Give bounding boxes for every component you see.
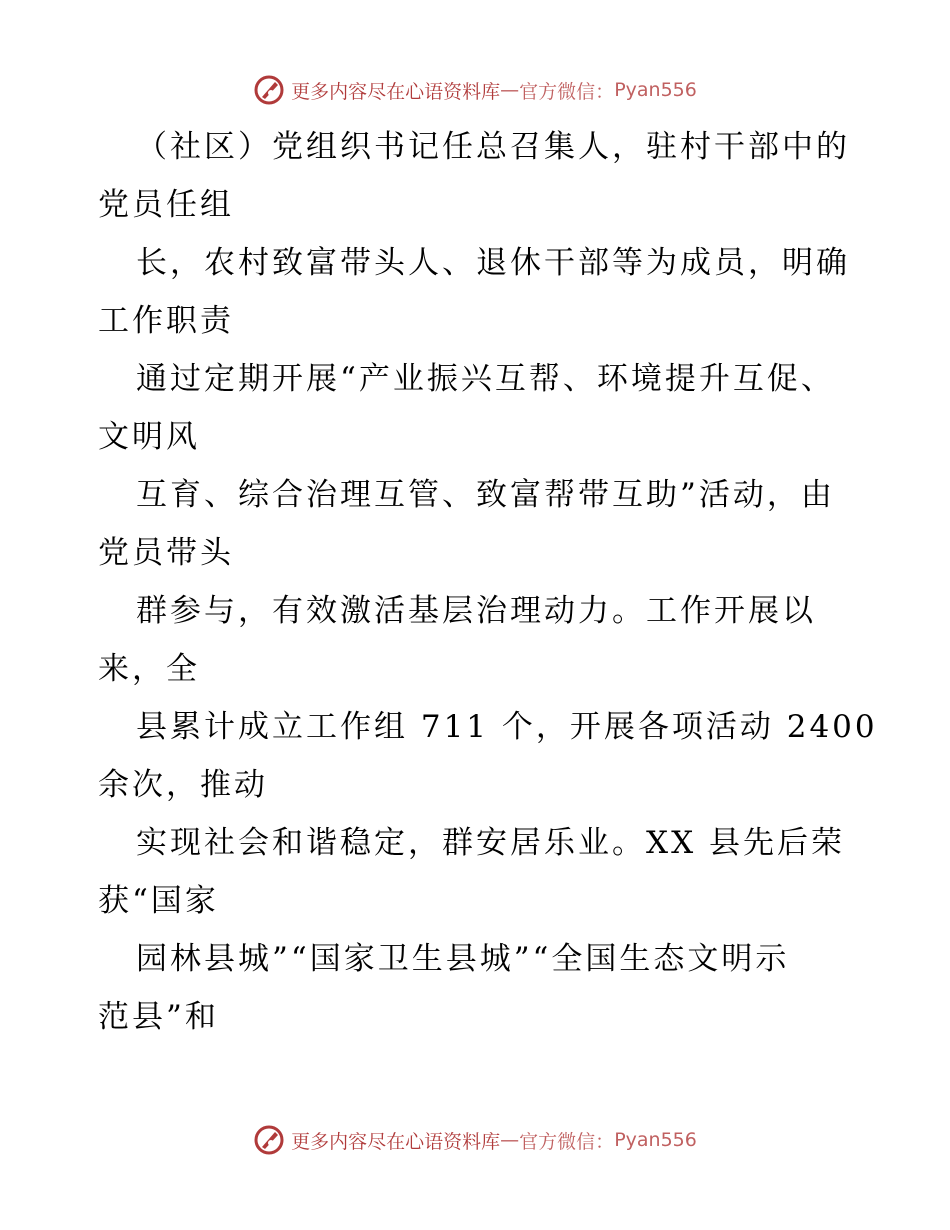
text-line: 党员带头	[98, 535, 234, 571]
header-watermark	[0, 70, 950, 110]
text-line: 获“国家	[98, 883, 219, 919]
document-body	[98, 118, 878, 1046]
watermark-text: 更多内容尽在心语资料库	[291, 80, 501, 103]
text-line: 党员任组	[98, 187, 234, 223]
text-line: 长，农村致富带头人、退休干部等为成员，明确	[136, 245, 850, 281]
watermark-wechat-label: 官方微信：	[519, 1130, 615, 1153]
text-line: 县累计成立工作组 711 个，开展各项活动 2400	[136, 709, 878, 745]
pen-logo-icon	[253, 1124, 285, 1156]
watermark-dash: —	[500, 79, 520, 101]
watermark-wechat-id: Pyan556	[614, 79, 697, 101]
text-line: （社区）党组织书记任总召集人，驻村干部中的	[136, 129, 850, 165]
text-line: 实现社会和谐稳定，群安居乐业。XX 县先后荣	[136, 825, 845, 861]
text-line: 园林县城”“国家卫生县城”“全国生态文明示	[136, 941, 790, 977]
text-line: 范县”和	[98, 999, 219, 1035]
text-line: 文明风	[98, 419, 200, 455]
pen-logo-icon	[253, 74, 285, 106]
footer-watermark	[0, 1120, 950, 1160]
text-line: 互育、综合治理互管、致富帮带互助”活动，由	[136, 477, 835, 513]
watermark-wechat-id: Pyan556	[614, 1129, 697, 1151]
watermark-dash: —	[500, 1129, 520, 1151]
text-line: 来，全	[98, 651, 200, 687]
watermark-text: 更多内容尽在心语资料库	[291, 1130, 501, 1153]
text-line: 通过定期开展“产业振兴互帮、环境提升互促、	[136, 361, 835, 397]
watermark-wechat-label: 官方微信：	[519, 80, 615, 103]
text-line: 群参与，有效激活基层治理动力。工作开展以	[136, 593, 816, 629]
text-line: 工作职责	[98, 303, 234, 339]
text-line: 余次，推动	[98, 767, 268, 803]
